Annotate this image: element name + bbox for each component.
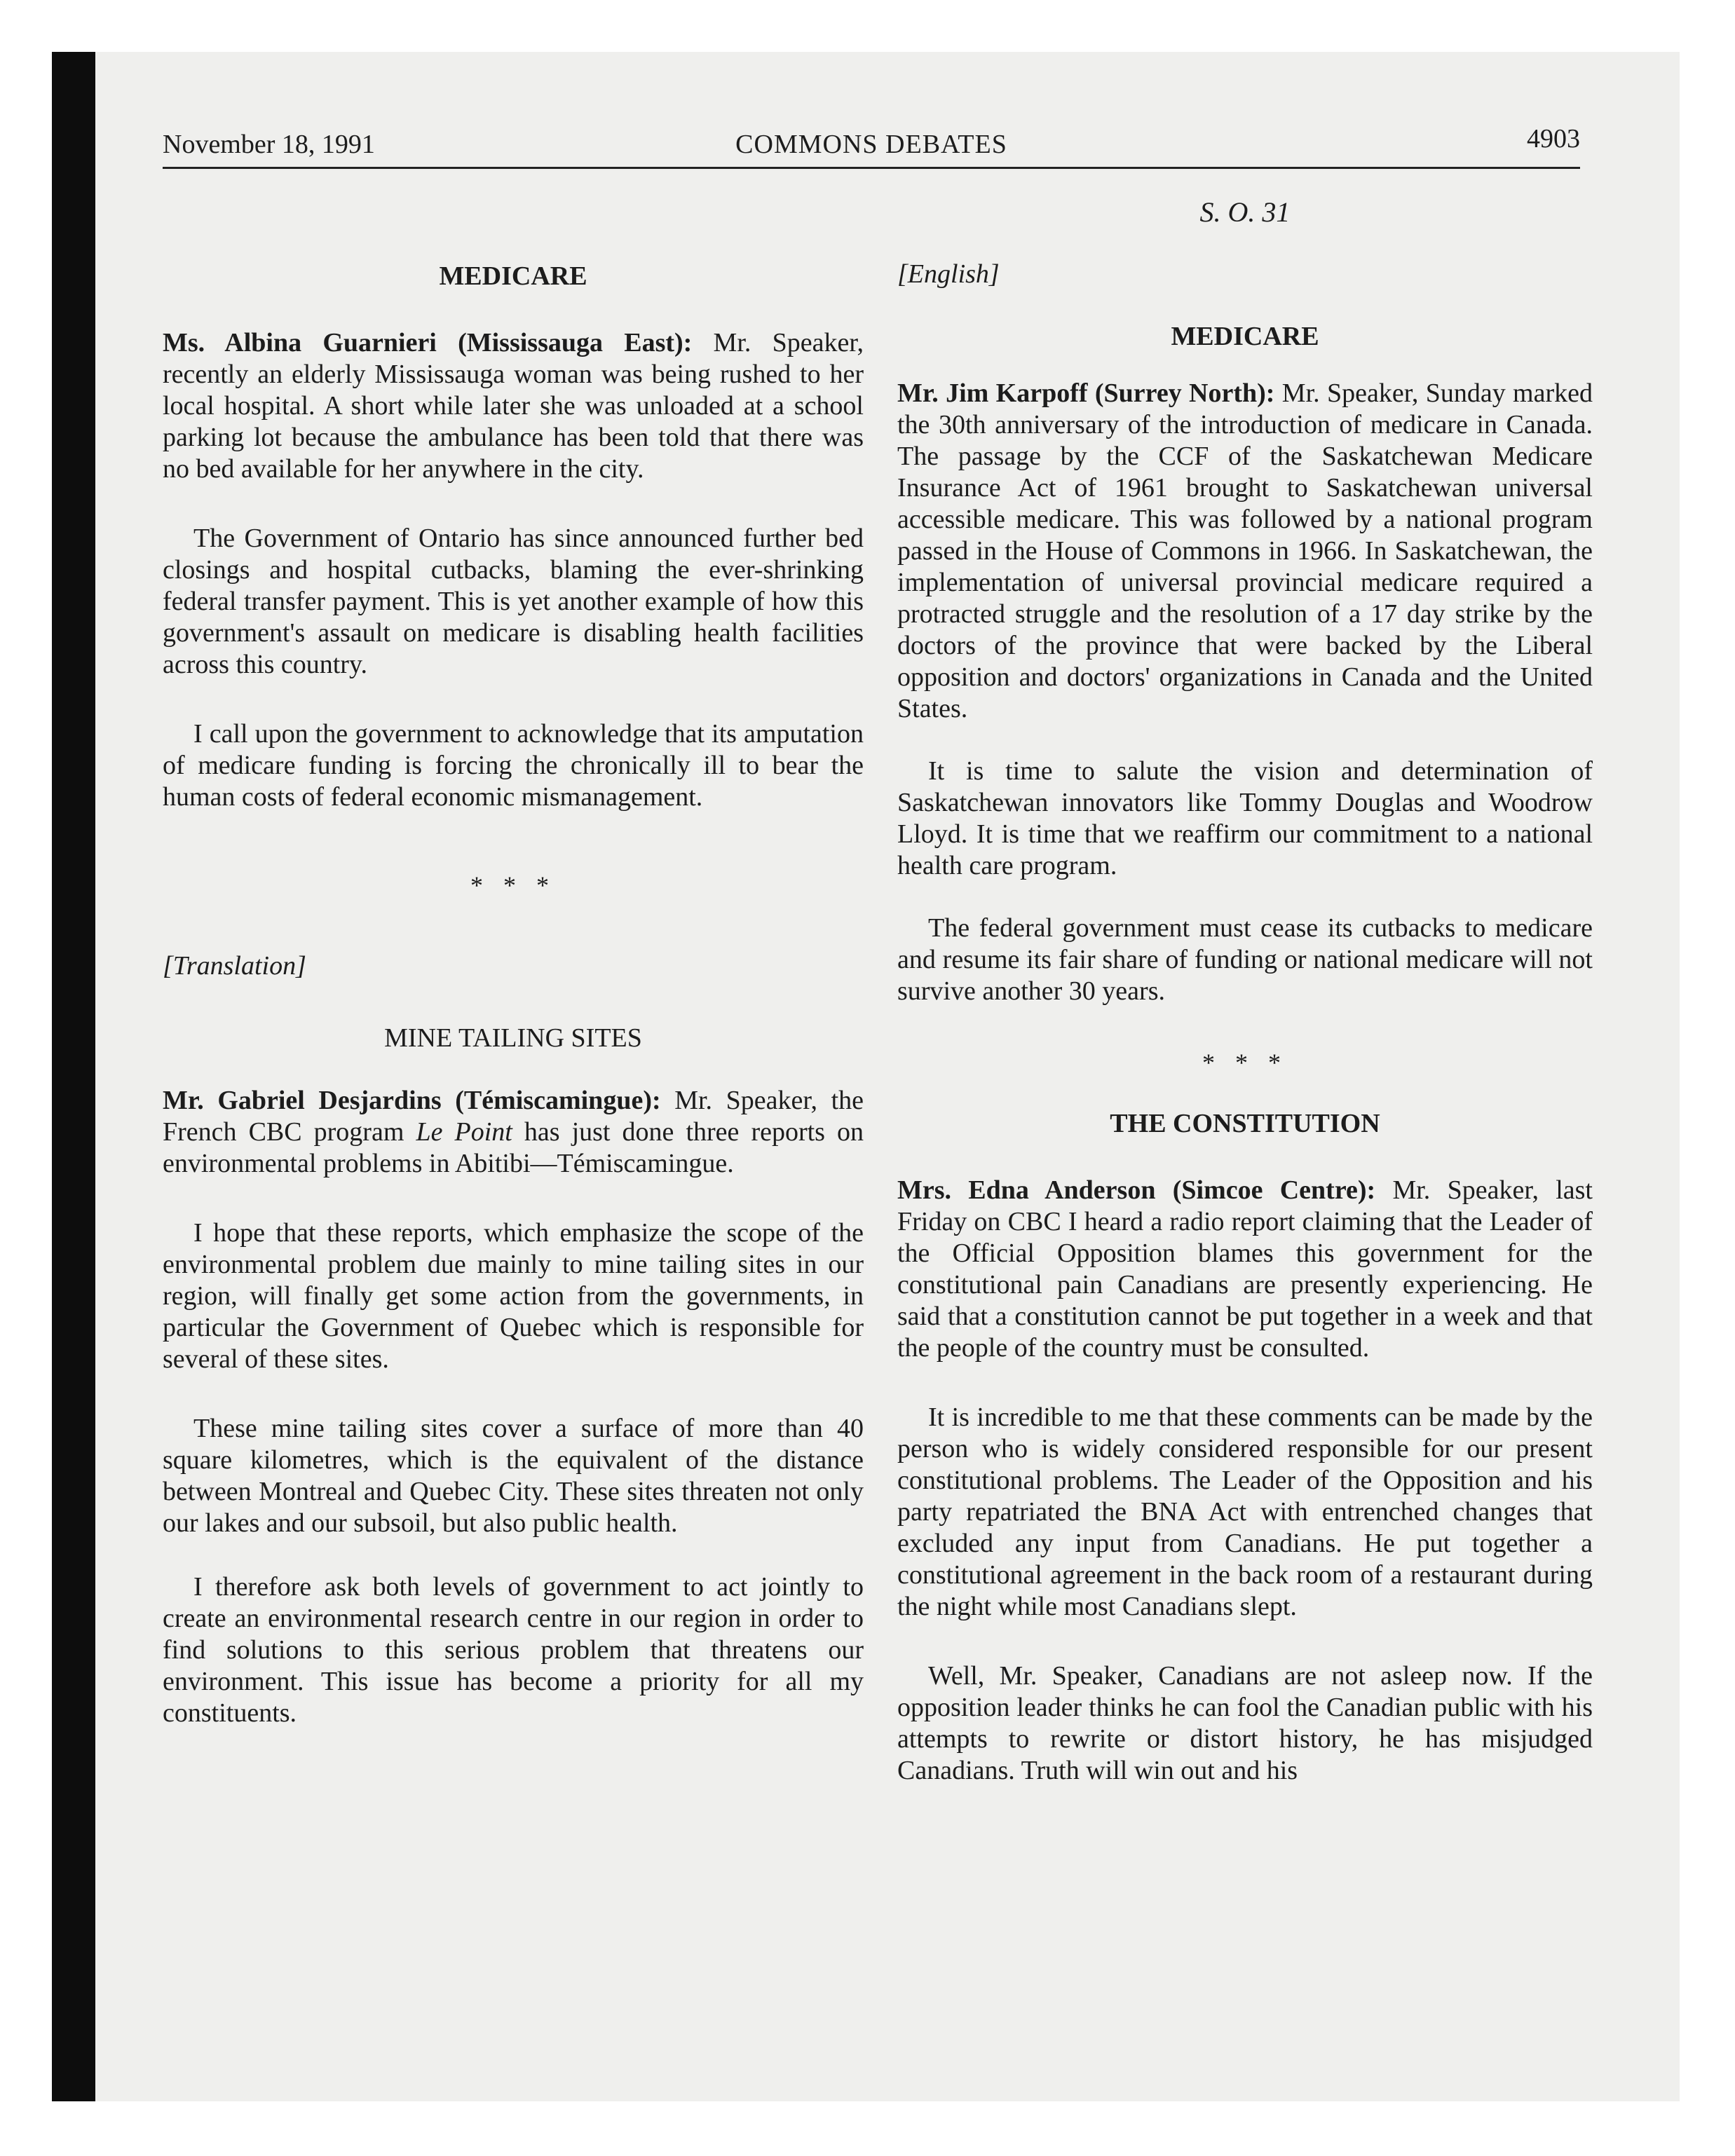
paragraph (163, 327, 864, 485)
paragraph (897, 1175, 1593, 1364)
paragraph-text: Mr. Speaker, Sunday marked the 30th anniversary of the introduction of medicare in Canada. The passage by the CCF of the Saskatchewan Medicare Insurance Act of 1961 brought to Saskatchewan universal accessible medicare. This was followed by a national program passed in the House of Commons in 1966. In Saskatchewan, the implementation of universal provincial medicare required a protracted struggle and the resolution of a 17 day strike by the doctors of the province that were backed by the Liberal opposition and doctors' organizations in Canada and the United States. (897, 378, 1593, 723)
paragraph (897, 378, 1593, 725)
speaker-name: Ms. Albina Guarnieri (Mississauga East): (163, 328, 693, 357)
header-rule (163, 167, 1580, 169)
heading-medicare-left: MEDICARE (439, 261, 587, 291)
section-separator: * * * (470, 871, 556, 899)
binding-edge (52, 52, 95, 2101)
paragraph: It is incredible to me that these comments can be made by the person who is widely considered responsible for our present constitutional problems. The Leader of the Opposition and his party repatriated the BNA Act with entrenched changes that excluded any input from Canadians. He put together a constitutional agreement in the back room of a restaurant during the night while most Canadians slept. (897, 1403, 1593, 1621)
paragraph: It is time to salute the vision and determination of Saskatchewan innovators like Tommy Douglas and Woodrow Lloyd. It is time that we reaffirm our commitment to a national health care program. (897, 756, 1593, 880)
paragraph: The Government of Ontario has since announced further bed closings and hospital cutbacks, blaming the ever-shrinking federal transfer payment. This is yet another example of how this government's assault on medicare is disabling health facilities across this country. (163, 524, 864, 679)
right-column (897, 196, 1593, 1817)
standing-order-label: S. O. 31 (1199, 196, 1291, 228)
language-note: [English] (897, 259, 1000, 289)
paragraph-text: Mr. Speaker, recently an elderly Mississauga woman was being rushed to her local hospital. A short while later she was unloaded at a school parking lot because the ambulance has been told that there was no bed available for her anywhere in the city. (163, 328, 864, 484)
left-column (163, 196, 864, 1760)
heading-medicare-right: MEDICARE (1171, 322, 1319, 351)
program-title: Le Point (416, 1117, 512, 1147)
paragraph: I hope that these reports, which emphasize the scope of the environmental problem due mainly to mine tailing sites in our region, will finally get some action from the governments, in particular the Government of Quebec which is responsible for several of these sites. (163, 1218, 864, 1374)
paragraph-text: Mr. Speaker, the French CBC program (163, 1086, 864, 1147)
language-label: English (907, 259, 989, 289)
language-note: [Translation] (163, 951, 306, 981)
paragraph: Well, Mr. Speaker, Canadians are not asleep now. If the opposition leader thinks he can fool the Canadian public with his attempts to rewrite or distort history, he has misjudged Canadians. Truth will win out and his (897, 1661, 1593, 1785)
speaker-name: Mrs. Edna Anderson (Simcoe Centre): (897, 1175, 1376, 1205)
paragraph-text: has just done three reports on environmental problems in Abitibi—Témiscamingue. (163, 1117, 864, 1178)
header-date: November 18, 1991 (163, 130, 375, 159)
paragraph: I therefore ask both levels of government to act jointly to create an environmental research centre in our region in order to find solutions to this serious problem that threatens our environment. This issue has become a priority for all my constituents. (163, 1572, 864, 1728)
section-separator: * * * (1202, 1049, 1288, 1077)
heading-constitution: THE CONSTITUTION (1110, 1109, 1380, 1138)
paragraph: These mine tailing sites cover a surface of more than 40 square kilometres, which is the equivalent of the distance between Montreal and Quebec City. These sites threaten not only our lakes and our subsoil, but also public health. (163, 1414, 864, 1538)
language-label: Translation (172, 951, 297, 981)
speaker-name: Mr. Jim Karpoff (Surrey North): (897, 378, 1275, 408)
paragraph: I call upon the government to acknowledge that its amputation of medicare funding is forcing the chronically ill to bear the human costs of federal economic mismanagement. (163, 719, 864, 812)
speaker-name: Mr. Gabriel Desjardins (Témiscamingue): (163, 1086, 661, 1115)
paragraph (163, 1085, 864, 1180)
page-number: 4903 (1527, 124, 1580, 153)
paragraph: The federal government must cease its cutbacks to medicare and resume its fair share of funding or national medicare will not survive another 30 years. (897, 913, 1593, 1006)
paragraph-text: Mr. Speaker, last Friday on CBC I heard a radio report claiming that the Leader of the Official Opposition blames this government for the constitutional pain Canadians are presently experiencing. He said that a constitution cannot be put together in a week and that the people of the country must be consulted. (897, 1175, 1593, 1363)
header-publication: COMMONS DEBATES (735, 130, 1007, 159)
running-header (163, 123, 1580, 165)
heading-mine-tailing: MINE TAILING SITES (384, 1023, 642, 1053)
